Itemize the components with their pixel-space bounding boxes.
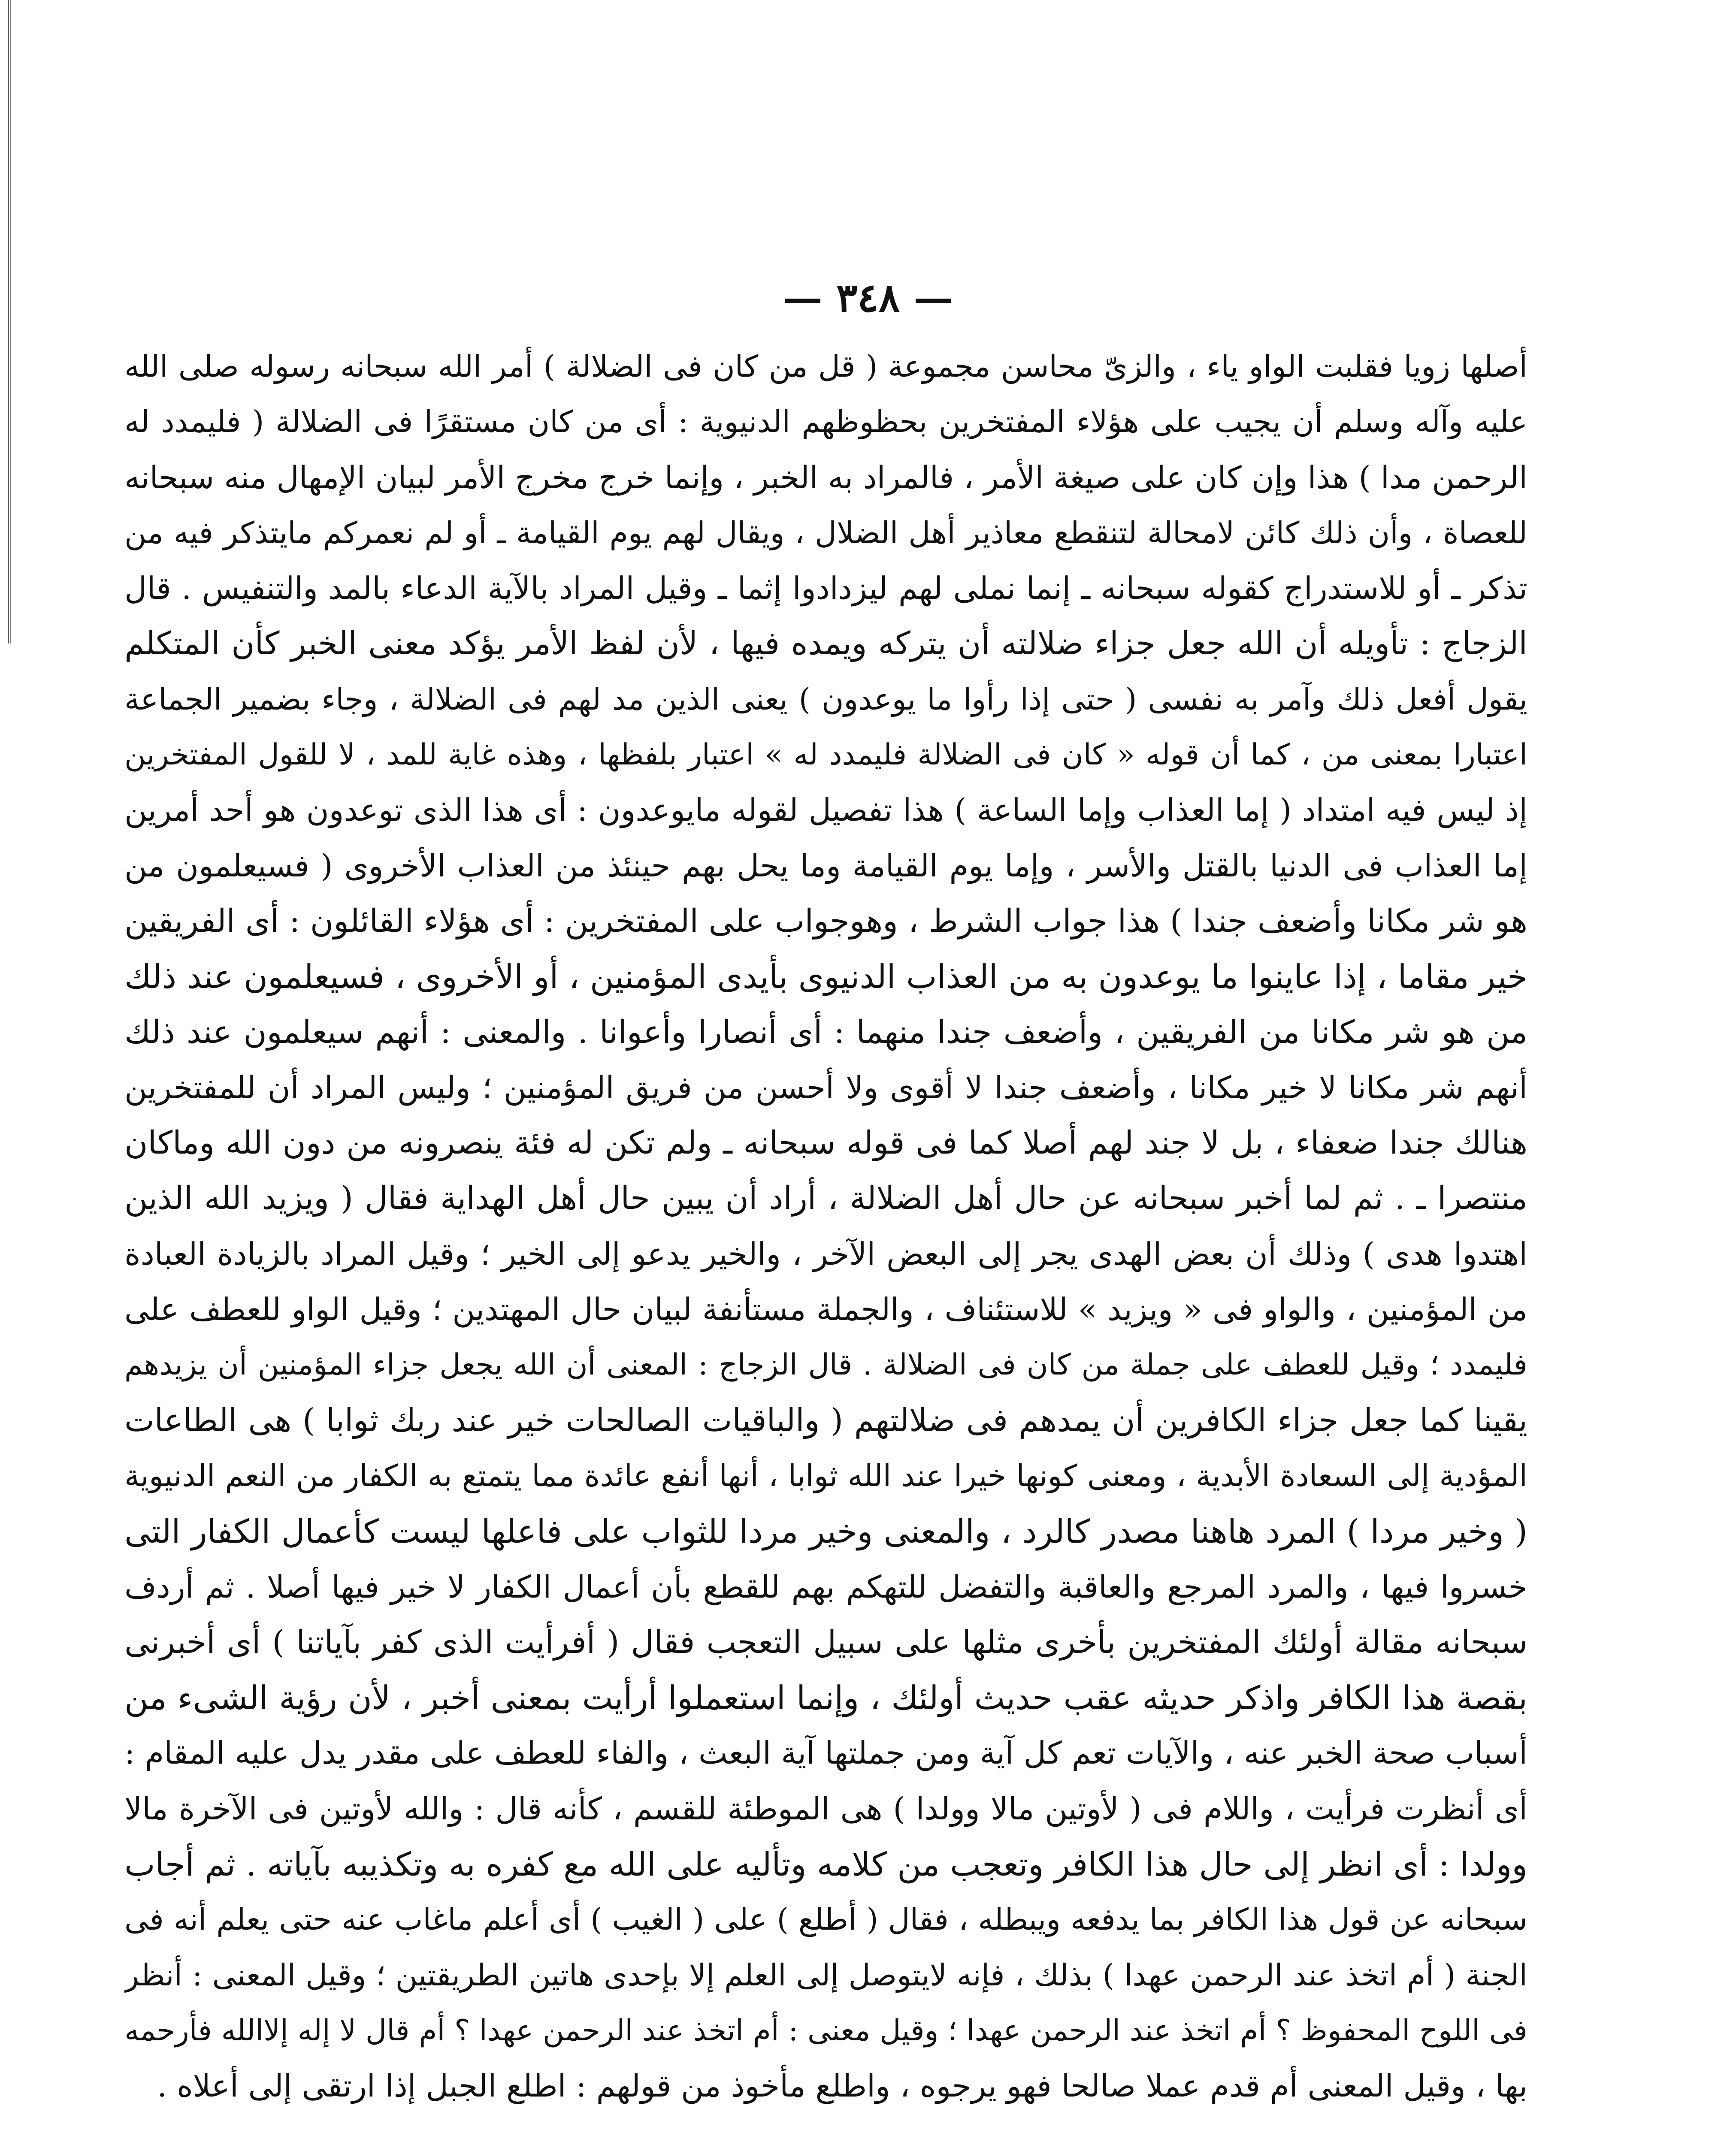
text-line: هو شر مكانا وأضعف جندا ) هذا جواب الشرط ، وهوجواب على المفتخرين : أى هؤلاء القائلون : أى الفريقين xyxy=(124,902,1527,940)
text-line: الجنة ( أم اتخذ عند الرحمن عهدا ) بذلك ، فإنه لايتوصل إلى العلم إلا بإحدى هاتين الطريقتين ؛ وقيل المعنى : أنظر xyxy=(124,1957,1527,1993)
text-line: فليمدد ؛ وقيل للعطف على جملة من كان فى الضلالة . قال الزجاج : المعنى أن الله يجعل جزاء المؤمنين أن يزيدهم xyxy=(124,1348,1527,1382)
binding-margin-rule xyxy=(8,0,12,644)
text-line: يقول أفعل ذلك وآمر به نفسى ( حتى إذا رأوا ما يوعدون ) يعنى الذين مد لهم فى الضلالة ، وجاء بضمير الجماعة xyxy=(124,681,1527,717)
text-line: فى اللوح المحفوظ ؟ أم اتخذ عند الرحمن عهدا ؛ وقيل معنى : أم اتخذ عند الرحمن عهدا ؟ أم قال لا إله إلاالله فأرحمه xyxy=(124,2013,1527,2048)
text-line: خير مقاما ، إذا عاينوا ما يوعدون به من العذاب الدنيوى بأيدى المؤمنين ، أو الأخروى ، فسيعلمون عند ذلك xyxy=(124,958,1527,996)
text-line: منتصرا ـ . ثم لما أخبر سبحانه عن حال أهل الضلالة ، أراد أن يبين حال أهل الهداية فقال ( ويزيد الله الذين xyxy=(124,1180,1527,1217)
text-line: من هو شر مكانا من الفريقين ، وأضعف جندا منهما : أى أنصارا وأعوانا . والمعنى : أنهم سيعلمون عند ذلك xyxy=(124,1013,1527,1051)
text-line: بها ، وقيل المعنى أم قدم عملا صالحا فهو يرجوه ، واطلع مأخوذ من قولهم : اطلع الجبل إذا ارتقى إلى أعلاه . xyxy=(157,2068,1527,2104)
text-line: إذ ليس فيه امتداد ( إما العذاب وإما الساعة ) هذا تفصيل لقوله مايوعدون : أى هذا الذى توعدون هو أحد أمرين xyxy=(124,792,1527,828)
text-line: المؤدية إلى السعادة الأبدية ، ومعنى كونها خيرا عند الله ثوابا ، أنها أنفع عائدة مما يتمتع به الكفار من النعم الدنيوية xyxy=(124,1458,1527,1493)
text-line: الزجاج : تأويله أن الله جعل جزاء ضلالته أن يتركه ويمده فيها ، لأن لفظ الأمر يؤكد معنى الخبر كأن المتكلم xyxy=(124,625,1527,662)
text-line: من المؤمنين ، والواو فى « ويزيد » للاستئناف ، والجملة مستأنفة لبيان حال المهتدين ؛ وقيل الواو للعطف على xyxy=(124,1291,1527,1328)
text-line: خسروا فيها ، والمرد المرجع والعاقبة والتفضل للتهكم بهم للقطع بأن أعمال الكفار لا خير فيها أصلا . ثم أردف xyxy=(124,1568,1527,1605)
text-line: وولدا : أى انظر إلى حال هذا الكافر وتعجب من كلامه وتأليه على الله مع كفره به وتكذيبه بآياته . ثم أجاب xyxy=(124,1845,1527,1884)
text-line: اهتدوا هدى ) وذلك أن بعض الهدى يجر إلى البعض الآخر ، والخير يدعو إلى الخير ؛ وقيل المراد بالزيادة العبادة xyxy=(124,1236,1527,1272)
text-line: سبحانه عن قول هذا الكافر بما يدفعه ويبطله ، فقال ( أطلع ) على ( الغيب ) أى أعلم ماغاب عنه حتى يعلم أنه فى xyxy=(124,1902,1527,1937)
text-line: بقصة هذا الكافر واذكر حديثه عقب حديث أولئك ، وإنما استعملوا أرأيت بمعنى أخبر ، لأن رؤية الشىء من xyxy=(124,1679,1527,1717)
text-line: إما العذاب فى الدنيا بالقتل والأسر ، وإما يوم القيامة وما يحل بهم حينئذ من العذاب الأخروى ( فسيعلمون من xyxy=(124,847,1527,884)
text-line: للعصاة ، وأن ذلك كائن لامحالة لتنقطع معاذير أهل الضلال ، ويقال لهم يوم القيامة ـ أو لم نعمركم مايتذكر فيه من xyxy=(124,515,1527,550)
text-line: عليه وآله وسلم أن يجيب على هؤلاء المفتخرين بحظوظهم الدنيوية : أى من كان مستقرًا فى الضلالة ( فليمدد له xyxy=(124,404,1527,440)
text-line: يقينا كما جعل جزاء الكافرين أن يمدهم فى ضلالتهم ( والباقيات الصالحات خير عند ربك ثوابا ) هى الطاعات xyxy=(124,1402,1527,1439)
text-line: أى أنظرت فرأيت ، واللام فى ( لأوتين مالا وولدا ) هى الموطئة للقسم ، كأنه قال : والله لأوتين فى الآخرة مالا xyxy=(124,1790,1527,1827)
text-line: سبحانه مقالة أولئك المفتخرين بأخرى مثلها على سبيل التعجب فقال ( أفرأيت الذى كفر بآياتنا ) أى أخبرنى xyxy=(124,1623,1527,1661)
page-number: — ٣٤٨ — xyxy=(783,275,953,321)
text-line: الرحمن مدا ) هذا وإن كان على صيغة الأمر ، فالمراد به الخبر ، وإنما خرج مخرج الأمر لبيان الإمهال منه سبحانه xyxy=(124,459,1527,495)
text-line: تذكر ـ أو للاستدراج كقوله سبحانه ـ إنما نملى لهم ليزدادوا إثما ـ وقيل المراد بالآية الدعاء بالمد والتنفيس . قال xyxy=(124,570,1527,607)
body-text xyxy=(124,339,1527,2114)
text-line: اعتبارا بمعنى من ، كما أن قوله « كان فى الضلالة فليمدد له » اعتبار بلفظها ، وهذه غاية للمد ، لا للقول المفتخرين xyxy=(124,738,1527,772)
text-line: أصلها زويا فقلبت الواو ياء ، والزىّ محاسن مجموعة ( قل من كان فى الضلالة ) أمر الله سبحانه رسوله صلى الله xyxy=(124,349,1527,384)
text-line: هنالك جندا ضعفاء ، بل لا جند لهم أصلا كما فى قوله سبحانه ـ ولم تكن له فئة ينصرونه من دون الله وماكان xyxy=(124,1124,1527,1162)
text-line: أنهم شر مكانا لا خير مكانا ، وأضعف جندا لا أقوى ولا أحسن من فريق المؤمنين ؛ وليس المراد أن للمفتخرين xyxy=(124,1069,1527,1106)
text-line: أسباب صحة الخبر عنه ، والآيات تعم كل آية ومن جملتها آية البعث ، والفاء للعطف على مقدر يدل عليه المقام : xyxy=(124,1735,1527,1771)
text-line: ( وخير مردا ) المرد هاهنا مصدر كالرد ، والمعنى وخير مردا للثواب على فاعلها ليست كأعمال الكفار التى xyxy=(124,1512,1527,1551)
